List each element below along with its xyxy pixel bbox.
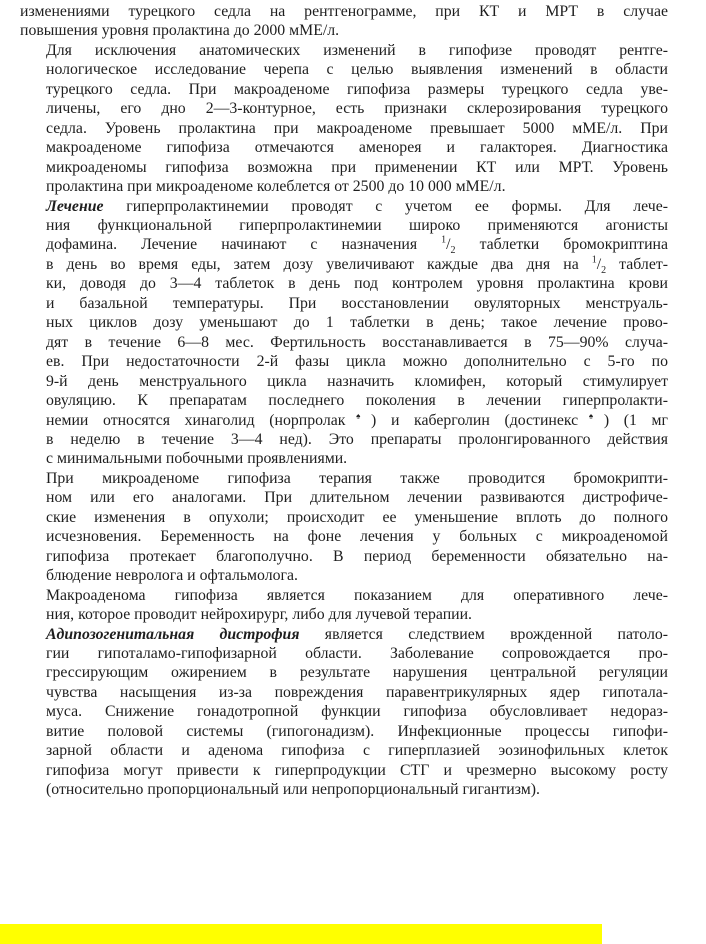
text-line — [20, 352, 668, 371]
text-line — [20, 527, 668, 546]
paragraph — [20, 625, 668, 800]
text-line — [20, 761, 668, 780]
text-line — [20, 547, 668, 566]
text-run: Для исключения анатомических изменений в гипофизе проводят рентге- — [46, 41, 668, 59]
text-run: ки, доводя до 3—4 таблеток в день под контролем уровня пролактина крови — [46, 275, 668, 293]
text-run: овуляцию. К препаратам последнего поколения в лечении гиперпролакти- — [46, 392, 668, 410]
text-line — [20, 158, 668, 177]
fraction: $^1/_2$ — [591, 254, 607, 277]
text-run: таблетки бромокриптина — [455, 236, 669, 254]
text-run: При микроаденоме гипофиза терапия также проводится бромокрипти- — [46, 469, 668, 487]
text-run: микроаденомы гипофиза возможна при применении КТ или МРТ. Уровень — [46, 158, 668, 176]
text-line — [20, 274, 668, 293]
text-line — [20, 566, 668, 585]
text-run: повышения уровня пролактина до 2000 мМЕ/л. — [20, 22, 340, 40]
text-line — [20, 625, 668, 644]
text-line — [20, 2, 668, 21]
text-line — [20, 508, 668, 527]
text-line — [20, 449, 668, 468]
text-run: гиперпролактинемии проводят с учетом ее формы. Для лече- — [103, 197, 668, 215]
highlight-bar — [0, 924, 602, 944]
text-run: гии гипоталамо-гипофизарной области. Заболевание сопровождается про- — [46, 644, 668, 662]
text-run: дят в течение 6—8 мес. Фертильность восстанавливается в 75—90% случа- — [46, 333, 668, 351]
text-run: ) (1 мг — [603, 411, 669, 429]
text-line — [20, 80, 668, 99]
text-run: ния, которое проводит нейрохирург, либо для лучевой терапии. — [46, 606, 472, 624]
text-run: седла. Уровень пролактина при макроаденоме превышает 5000 мМЕ/л. При — [46, 119, 668, 137]
text-line — [20, 197, 668, 216]
text-line — [20, 391, 668, 410]
text-line — [20, 488, 668, 507]
term-heading: Лечение — [46, 197, 104, 215]
text-line — [20, 702, 668, 721]
text-line — [20, 780, 668, 799]
text-run: таблет- — [606, 255, 668, 273]
text-line — [20, 741, 668, 760]
text-run: турецкого седла. При макроаденоме гипофиза размеры турецкого седла уве- — [46, 80, 668, 98]
paragraph — [20, 586, 668, 625]
text-line — [20, 430, 668, 449]
text-run: исчезновения. Беременность на фоне лечения у больных с микроаденомой — [46, 528, 668, 546]
paragraph — [20, 197, 668, 469]
paragraph — [20, 469, 668, 586]
text-run: изменениями турецкого седла на рентгенограмме, при КТ и МРТ в случае — [20, 3, 668, 20]
fraction: $^1/_2$ — [441, 235, 456, 257]
text-line — [20, 683, 668, 702]
text-run: муса. Снижение гонадотропной функции гипофиза обусловливает недораз- — [46, 703, 668, 721]
text-line — [20, 372, 668, 391]
text-line — [20, 216, 668, 235]
text-line — [20, 722, 668, 741]
text-line — [20, 294, 668, 313]
text-line — [20, 235, 669, 257]
text-run: ном или его аналогами. При длительном лечении развиваются дистрофиче- — [46, 489, 668, 507]
text-run: ) и каберголин (достинекс — [371, 411, 579, 429]
text-run: гипофиза протекает благополучно. В период беременности обязательно на- — [46, 547, 668, 565]
trademark-mark: ♠ — [345, 411, 372, 421]
text-line — [20, 333, 668, 352]
text-run: с минимальными побочными проявлениями. — [46, 450, 348, 468]
text-run: грессирующим ожирением в результате нарушения центральной регуляции — [46, 664, 668, 682]
text-line — [20, 411, 668, 430]
text-line — [20, 605, 668, 624]
text-run: гипофиза могут привести к гиперпродукции СТГ и чрезмерно высокому росту — [46, 761, 668, 779]
text-run: 9-й день менструального цикла назначить кломифен, который стимулирует — [46, 372, 668, 390]
text-run: личены, его дно 2—3-контурное, есть признаки склерозирования турецкого — [46, 100, 668, 118]
text-run: ев. При недостаточности 2-й фазы цикла можно дополнительно с 5-го по — [46, 353, 668, 371]
text-run: ных циклов дозу уменьшают до 1 таблетки в день; такое лечение прово- — [46, 314, 668, 332]
text-run: дофамина. Лечение начинают с назначения — [46, 236, 442, 254]
text-run: в неделю в течение 3—4 нед). Это препараты пролонгированного действия — [46, 430, 668, 448]
text-run: макроаденоме гипофиза отмечаются аменорея и галакторея. Диагностика — [46, 139, 668, 157]
text-line — [20, 644, 668, 663]
text-run: нологическое исследование черепа с целью выявления изменений в области — [46, 61, 668, 79]
text-line — [20, 254, 668, 277]
trademark-mark: ♠ — [578, 411, 604, 421]
text-line — [20, 313, 668, 332]
text-run: в день во время еды, затем дозу увеличивают каждые два дня на — [46, 255, 592, 273]
text-run: витие половой системы (гипогонадизм). Инфекционные процессы гипофи- — [46, 722, 668, 740]
text-run: немии относятся хинаголид (норпролак — [46, 411, 346, 429]
term-heading: Адипозогенитальная дистрофия — [46, 625, 300, 643]
text-run: является следствием врожденной патоло- — [299, 625, 668, 643]
text-line — [20, 119, 668, 138]
text-run: чувства насыщения из-за повреждения паравентрикулярных ядер гипотала- — [46, 683, 668, 701]
text-run: пролактина при микроаденоме колеблется от 2500 до 10 000 мМЕ/л. — [46, 178, 506, 196]
document-page — [20, 2, 668, 800]
paragraph — [20, 2, 668, 41]
text-line — [20, 177, 668, 196]
text-run: зарной области и аденома гипофиза с гиперплазией эозинофильных клеток — [46, 742, 668, 760]
text-line — [20, 469, 668, 488]
text-line — [20, 586, 668, 605]
text-line — [20, 21, 668, 40]
text-run: и базальной температуры. При восстановлении овуляторных менструаль- — [46, 294, 668, 312]
text-run: Макроаденома гипофиза является показанием для оперативного лече- — [46, 586, 668, 604]
text-run: (относительно пропорциональный или непропорциональный гигантизм). — [46, 781, 540, 799]
paragraph — [20, 41, 668, 197]
text-line — [20, 41, 668, 60]
text-line — [20, 99, 668, 118]
text-line — [20, 138, 668, 157]
text-line — [20, 663, 668, 682]
text-run: ния функциональной гиперпролактинемии широко применяются агонисты — [46, 216, 668, 234]
text-run: ские изменения в опухоли; происходит ее уменьшение вплоть до полного — [46, 508, 668, 526]
text-run: блюдение невролога и офтальмолога. — [46, 567, 298, 585]
text-line — [20, 60, 668, 79]
